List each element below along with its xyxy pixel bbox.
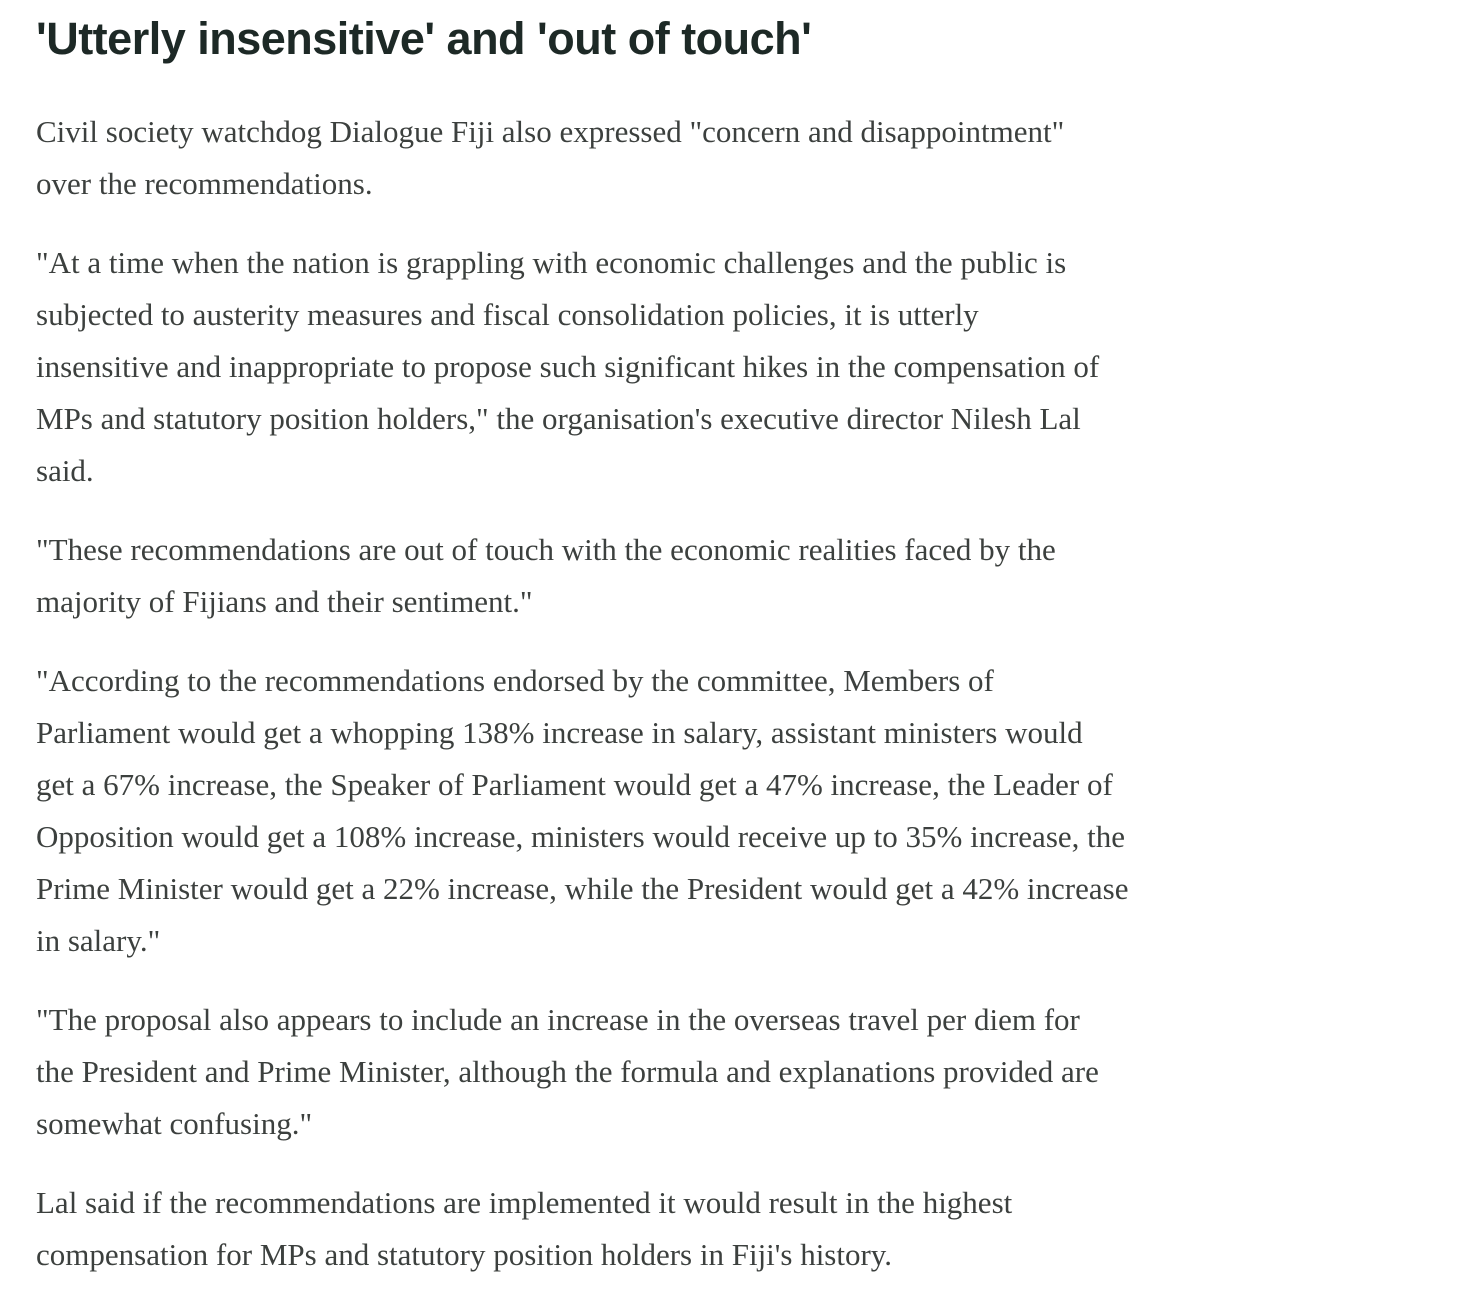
paragraph-line: get a 67% increase, the Speaker of Parliament would get a 47% increase, the Leader of: [36, 767, 1113, 803]
paragraph-line: Prime Minister would get a 22% increase, while the President would get a 42% increase: [36, 871, 1129, 907]
paragraph-6: [36, 1177, 1440, 1281]
paragraph-line: "The proposal also appears to include an increase in the overseas travel per diem for: [36, 1002, 1080, 1038]
paragraph-5: [36, 994, 1440, 1150]
article-headline: 'Utterly insensitive' and 'out of touch': [36, 13, 812, 64]
paragraph-line: "At a time when the nation is grappling with economic challenges and the public is: [36, 245, 1067, 281]
paragraph-line: over the recommendations.: [36, 166, 373, 202]
paragraph-line: Lal said if the recommendations are implemented it would result in the highest: [36, 1185, 1013, 1221]
paragraph-line: Opposition would get a 108% increase, ministers would receive up to 35% increase, the: [36, 819, 1126, 855]
paragraph-4: [36, 655, 1440, 967]
paragraph-line: "These recommendations are out of touch with the economic realities faced by the: [36, 532, 1056, 568]
paragraph-line: compensation for MPs and statutory position holders in Fiji's history.: [36, 1237, 893, 1273]
paragraph-line: MPs and statutory position holders," the organisation's executive director Nilesh Lal: [36, 401, 1081, 437]
paragraph-line: Civil society watchdog Dialogue Fiji also expressed "concern and disappointment": [36, 114, 1065, 150]
paragraph-line: in salary.": [36, 923, 161, 959]
paragraph-2: [36, 237, 1440, 497]
paragraph-line: majority of Fijians and their sentiment.": [36, 584, 533, 620]
paragraph-line: insensitive and inappropriate to propose such significant hikes in the compensation of: [36, 349, 1100, 385]
paragraph-line: said.: [36, 453, 94, 489]
paragraph-line: Parliament would get a whopping 138% increase in salary, assistant ministers would: [36, 715, 1083, 751]
paragraph-3: [36, 524, 1440, 628]
paragraph-line: "According to the recommendations endorsed by the committee, Members of: [36, 663, 994, 699]
paragraph-line: subjected to austerity measures and fiscal consolidation policies, it is utterly: [36, 297, 979, 333]
paragraph-line: somewhat confusing.": [36, 1106, 313, 1142]
paragraph-1: [36, 106, 1440, 210]
paragraph-line: the President and Prime Minister, although the formula and explanations provided are: [36, 1054, 1099, 1090]
